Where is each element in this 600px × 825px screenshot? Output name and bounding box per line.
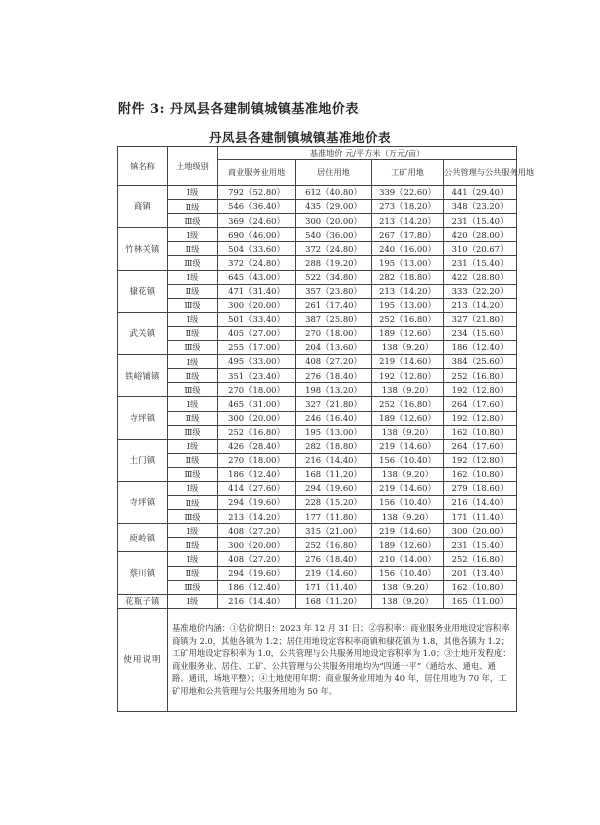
header-town: 镇名称 [118,147,168,186]
public-price: 300（20.00） [444,524,517,538]
residential-price: 387（25.80） [296,312,372,326]
land-grade: Ⅱ级 [168,566,218,580]
header-price-caption: 基准地价 元/平方米（万元/亩） [218,147,517,160]
town-name: 寺坪镇 [118,397,168,439]
town-name: 商镇 [118,186,168,228]
table-row [118,355,517,369]
table-row [118,186,517,200]
industrial-price: 156（10.40） [372,496,444,510]
residential-price: 315（21.00） [296,524,372,538]
public-price: 216（14.40） [444,496,517,510]
residential-price: 195（13.00） [296,425,372,439]
table-row [118,566,517,580]
land-grade: Ⅱ级 [168,411,218,425]
commercial-price: 216（14.40） [218,594,296,608]
industrial-price: 138（9.20） [372,425,444,439]
industrial-price: 219（14.60） [372,439,444,453]
header-commercial: 商业服务业用地 [218,160,296,186]
table-row [118,383,517,397]
table-row [118,411,517,425]
residential-price: 282（18.80） [296,439,372,453]
industrial-price: 138（9.20） [372,580,444,594]
public-price: 279（18.60） [444,481,517,495]
table-row [118,242,517,256]
industrial-price: 156（10.40） [372,453,444,467]
industrial-price: 252（16.80） [372,397,444,411]
table-row [118,594,517,608]
public-price: 201（13.40） [444,566,517,580]
land-grade: Ⅱ级 [168,242,218,256]
town-name: 棣花镇 [118,270,168,312]
residential-price: 612（40.80） [296,186,372,200]
residential-price: 300（20.00） [296,214,372,228]
public-price: 422（28.80） [444,270,517,284]
industrial-price: 240（16.00） [372,242,444,256]
public-price: 384（25.60） [444,355,517,369]
table-row [118,298,517,312]
table-row [118,580,517,594]
industrial-price: 219（14.60） [372,355,444,369]
industrial-price: 138（9.20） [372,594,444,608]
industrial-price: 156（10.40） [372,566,444,580]
residential-price: 522（34.80） [296,270,372,284]
commercial-price: 690（46.00） [218,228,296,242]
table-row [118,538,517,552]
commercial-price: 255（17.00） [218,341,296,355]
residential-price: 270（18.00） [296,326,372,340]
residential-price: 540（36.00） [296,228,372,242]
land-grade: Ⅰ级 [168,481,218,495]
table-row [118,341,517,355]
public-price: 213（14.20） [444,298,517,312]
public-price: 162（10.80） [444,425,517,439]
industrial-price: 213（14.20） [372,214,444,228]
table-row [118,214,517,228]
commercial-price: 792（52.80） [218,186,296,200]
residential-price: 177（11.80） [296,510,372,524]
land-grade: Ⅰ级 [168,355,218,369]
public-price: 192（12.80） [444,383,517,397]
table-row [118,467,517,481]
table-title: 丹凤县各建制镇城镇基准地价表 [208,130,391,145]
commercial-price: 300（20.00） [218,411,296,425]
public-price: 234（15.60） [444,326,517,340]
public-price: 252（16.80） [444,552,517,566]
industrial-price: 219（14.60） [372,524,444,538]
residential-price: 435（29.00） [296,200,372,214]
land-grade: Ⅲ级 [168,510,218,524]
industrial-price: 138（9.20） [372,341,444,355]
town-name: 武关镇 [118,312,168,354]
header-public: 公共管理与公共服务用地 [444,160,517,186]
commercial-price: 414（27.60） [218,481,296,495]
table-row [118,481,517,495]
industrial-price: 138（9.20） [372,467,444,481]
land-grade: Ⅰ级 [168,524,218,538]
land-grade: Ⅲ级 [168,425,218,439]
land-grade: Ⅱ级 [168,369,218,383]
land-grade: Ⅰ级 [168,186,218,200]
industrial-price: 210（14.00） [372,552,444,566]
public-price: 441（29.40） [444,186,517,200]
land-grade: Ⅲ级 [168,214,218,228]
land-grade: Ⅱ级 [168,326,218,340]
commercial-price: 300（20.00） [218,298,296,312]
industrial-price: 213（14.20） [372,284,444,298]
notes-row [118,608,517,711]
residential-price: 327（21.80） [296,397,372,411]
residential-price: 204（13.60） [296,341,372,355]
header-industrial: 工矿用地 [372,160,444,186]
public-price: 192（12.80） [444,411,517,425]
residential-price: 261（17.40） [296,298,372,312]
land-grade: Ⅲ级 [168,256,218,270]
public-price: 186（12.40） [444,341,517,355]
public-price: 348（23.20） [444,200,517,214]
public-price: 327（21.80） [444,312,517,326]
table-row [118,369,517,383]
table-row [118,453,517,467]
residential-price: 168（11.20） [296,467,372,481]
town-name: 铁峪铺镇 [118,355,168,397]
land-grade: Ⅲ级 [168,580,218,594]
public-price: 192（12.80） [444,453,517,467]
table-row [118,496,517,510]
land-grade: Ⅲ级 [168,298,218,312]
industrial-price: 189（12.60） [372,326,444,340]
table-row [118,270,517,284]
commercial-price: 294（19.60） [218,566,296,580]
industrial-price: 189（12.60） [372,538,444,552]
land-grade: Ⅱ级 [168,453,218,467]
header-land-grade: 土地级别 [168,147,218,186]
commercial-price: 369（24.60） [218,214,296,228]
residential-price: 357（23.80） [296,284,372,298]
table-row [118,326,517,340]
residential-price: 228（15.20） [296,496,372,510]
industrial-price: 138（9.20） [372,383,444,397]
public-price: 171（11.40） [444,510,517,524]
public-price: 231（15.40） [444,538,517,552]
residential-price: 168（11.20） [296,594,372,608]
table-row [118,284,517,298]
table-row [118,439,517,453]
industrial-price: 195（13.00） [372,256,444,270]
commercial-price: 213（14.20） [218,510,296,524]
table-row [118,228,517,242]
town-name: 土门镇 [118,439,168,481]
land-price-table [117,146,535,712]
industrial-price: 189（12.60） [372,411,444,425]
table-row [118,510,517,524]
notes-label: 使用说明 [118,608,168,711]
commercial-price: 408（27.20） [218,524,296,538]
commercial-price: 270（18.00） [218,383,296,397]
public-price: 162（10.80） [444,467,517,481]
land-grade: Ⅰ级 [168,594,218,608]
industrial-price: 339（22.60） [372,186,444,200]
industrial-price: 195（13.00） [372,298,444,312]
table-row [118,552,517,566]
commercial-price: 351（23.40） [218,369,296,383]
land-grade: Ⅲ级 [168,383,218,397]
public-price: 231（15.40） [444,214,517,228]
table-row [118,200,517,214]
table-body [118,186,517,712]
commercial-price: 186（12.40） [218,467,296,481]
table-row [118,425,517,439]
commercial-price: 465（31.00） [218,397,296,411]
commercial-price: 300（20.00） [218,538,296,552]
land-grade: Ⅲ级 [168,467,218,481]
notes-text: 基准地价内涵：①估价期日：2023 年 12 月 31 日；②容积率：商业服务业用地设定容积率商镇为 2.0，其他各镇为 1.2；居住用地设定容积率商镇和棣花镇为 1.8，其他各镇为 1.2；工矿用地设定容积率为 1.0，公共管理与公共服务用地设定容积率为 1.0；③土地开发程度：商业服务业、居住、工矿、公共管理与公共服务用地均为“四通一平”（通给水、通电、通路、通讯，场地平整）；④土地使用年期：商业服务业用地为 40 年，居住用地为 70 年，工矿用地和公共管理与公共服务用地为 50 年。 [168,608,517,711]
commercial-price: 252（16.80） [218,425,296,439]
residential-price: 276（18.40） [296,552,372,566]
industrial-price: 192（12.80） [372,369,444,383]
commercial-price: 504（33.60） [218,242,296,256]
residential-price: 288（19.20） [296,256,372,270]
land-grade: Ⅰ级 [168,270,218,284]
industrial-price: 219（14.60） [372,481,444,495]
industrial-price: 273（18.20） [372,200,444,214]
public-price: 252（16.80） [444,369,517,383]
public-price: 264（17.60） [444,439,517,453]
land-grade: Ⅱ级 [168,284,218,298]
commercial-price: 294（19.60） [218,496,296,510]
residential-price: 408（27.20） [296,355,372,369]
land-grade: Ⅰ级 [168,552,218,566]
residential-price: 252（16.80） [296,538,372,552]
residential-price: 276（18.40） [296,369,372,383]
table-row [118,312,517,326]
land-grade: Ⅱ级 [168,496,218,510]
land-grade: Ⅰ级 [168,228,218,242]
public-price: 162（10.80） [444,580,517,594]
residential-price: 372（24.80） [296,242,372,256]
public-price: 165（11.00） [444,594,517,608]
public-price: 310（20.67） [444,242,517,256]
land-grade: Ⅱ级 [168,538,218,552]
commercial-price: 546（36.40） [218,200,296,214]
public-price: 333（22.20） [444,284,517,298]
industrial-price: 252（16.80） [372,312,444,326]
industrial-price: 267（17.80） [372,228,444,242]
residential-price: 216（14.40） [296,453,372,467]
public-price: 231（15.40） [444,256,517,270]
land-grade: Ⅱ级 [168,200,218,214]
town-name: 蔡川镇 [118,552,168,594]
industrial-price: 282（18.80） [372,270,444,284]
header-residential: 居住用地 [296,160,372,186]
table-row [118,397,517,411]
commercial-price: 645（43.00） [218,270,296,284]
commercial-price: 186（12.40） [218,580,296,594]
attachment-title: 附件 3: 丹凤县各建制镇城镇基准地价表 [118,102,359,117]
town-name: 寺坪镇 [118,481,168,523]
town-name: 竹林关镇 [118,228,168,270]
commercial-price: 471（31.40） [218,284,296,298]
land-grade: Ⅰ级 [168,397,218,411]
residential-price: 219（14.60） [296,566,372,580]
residential-price: 171（11.40） [296,580,372,594]
residential-price: 246（16.40） [296,411,372,425]
commercial-price: 405（27.00） [218,326,296,340]
table-row [118,256,517,270]
town-name: 庾岭镇 [118,524,168,552]
industrial-price: 138（9.20） [372,510,444,524]
land-grade: Ⅰ级 [168,312,218,326]
public-price: 420（28.00） [444,228,517,242]
residential-price: 198（13.20） [296,383,372,397]
commercial-price: 408（27.20） [218,552,296,566]
commercial-price: 501（33.40） [218,312,296,326]
public-price: 264（17.60） [444,397,517,411]
commercial-price: 495（33.00） [218,355,296,369]
land-grade: Ⅲ级 [168,341,218,355]
commercial-price: 426（28.40） [218,439,296,453]
town-name: 花瓶子镇 [118,594,168,608]
commercial-price: 372（24.80） [218,256,296,270]
land-grade: Ⅰ级 [168,439,218,453]
commercial-price: 270（18.00） [218,453,296,467]
residential-price: 294（19.60） [296,481,372,495]
table-row [118,524,517,538]
